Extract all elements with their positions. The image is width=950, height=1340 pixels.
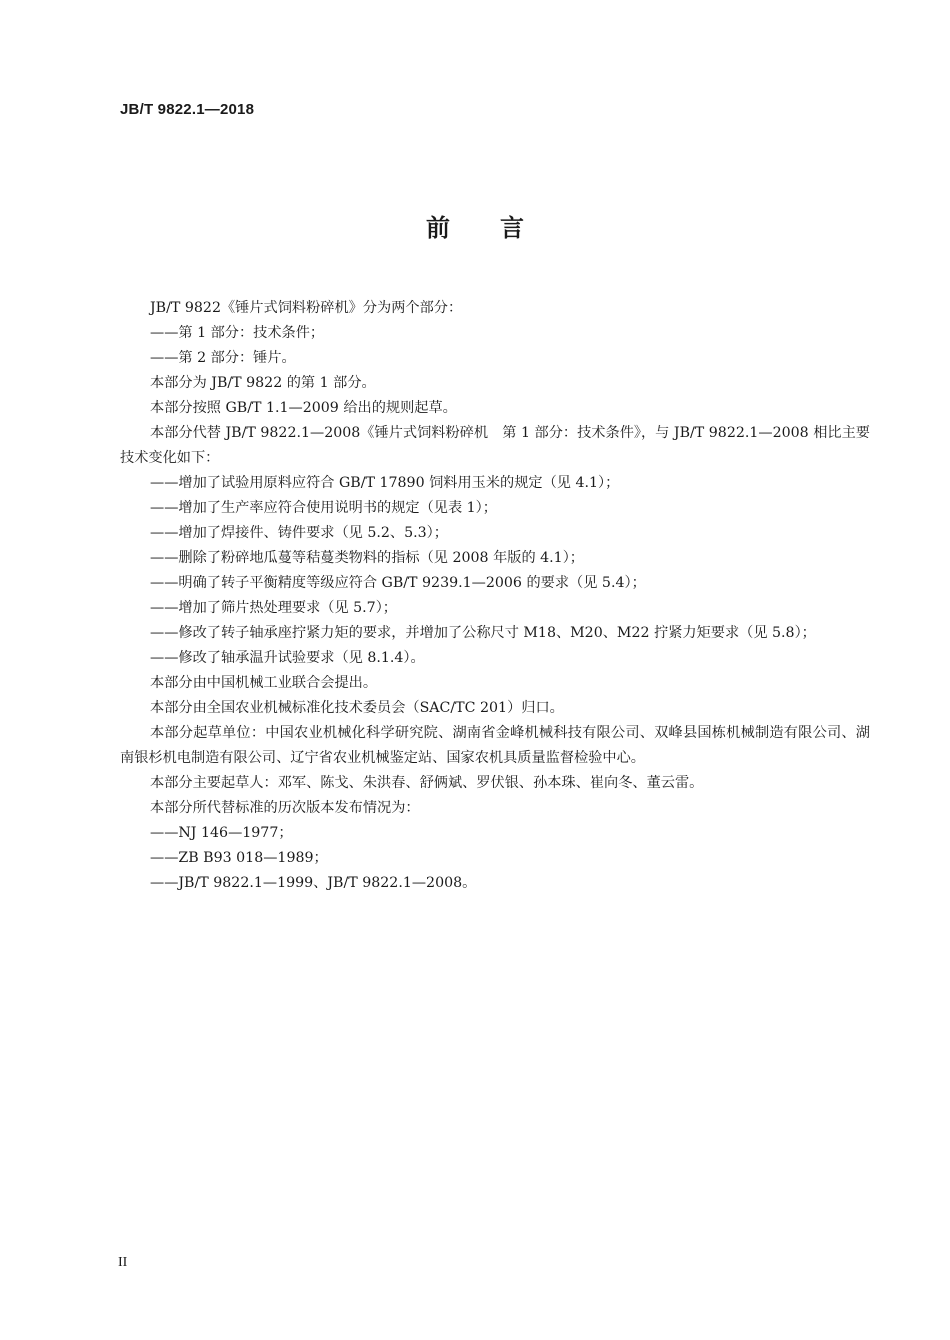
list-item: ——JB/T 9822.1—1999、JB/T 9822.1—2008。 <box>150 875 477 891</box>
paragraph: 本部分按照 GB/T 1.1—2009 给出的规则起草。 <box>150 400 457 416</box>
foreword-body <box>120 296 870 896</box>
paragraph: 本部分由中国机械工业联合会提出。 <box>150 675 378 691</box>
paragraph: 本部分所代替标准的历次版本发布情况为： <box>150 800 420 816</box>
document-code: JB/T 9822.1—2018 <box>120 101 255 118</box>
list-item: ——修改了转子轴承座拧紧力矩的要求，并增加了公称尺寸 M18、M20、M22 拧紧力矩要求（见 5.8）； <box>150 625 816 641</box>
list-item: ——增加了焊接件、铸件要求（见 5.2、5.3）； <box>150 525 448 541</box>
list-item: ——增加了筛片热处理要求（见 5.7）； <box>150 600 397 616</box>
paragraph: 本部分代替 JB/T 9822.1—2008《锤片式饲料粉碎机 第 1 部分：技术条件》，与 JB/T 9822.1—2008 相比主要技术变化如下： <box>120 425 870 466</box>
section-title: 前言 <box>426 214 574 242</box>
paragraph: JB/T 9822《锤片式饲料粉碎机》分为两个部分： <box>150 300 463 316</box>
paragraph: 本部分起草单位：中国农业机械化科学研究院、湖南省金峰机械科技有限公司、双峰县国栋机械制造有限公司、湖南银杉机电制造有限公司、辽宁省农业机械鉴定站、国家农机具质量监督检验中心。 <box>120 725 870 766</box>
list-item: ——ZB B93 018—1989； <box>150 850 328 866</box>
paragraph: 本部分为 JB/T 9822 的第 1 部分。 <box>150 375 376 391</box>
list-item: ——修改了轴承温升试验要求（见 8.1.4）。 <box>150 650 425 666</box>
list-item: ——删除了粉碎地瓜蔓等秸蔓类物料的指标（见 2008 年版的 4.1）； <box>150 550 584 566</box>
page-number: II <box>118 1255 128 1270</box>
paragraph: 本部分由全国农业机械标准化技术委员会（SAC/TC 201）归口。 <box>150 700 564 716</box>
list-item: ——明确了转子平衡精度等级应符合 GB/T 9239.1—2006 的要求（见 5.4）； <box>150 575 646 591</box>
list-item: ——增加了生产率应符合使用说明书的规定（见表 1）； <box>150 500 497 516</box>
list-item: ——第 1 部分：技术条件； <box>150 325 325 341</box>
list-item: ——第 2 部分：锤片。 <box>150 350 296 366</box>
list-item: ——增加了试验用原料应符合 GB/T 17890 饲料用玉米的规定（见 4.1）； <box>150 475 620 491</box>
paragraph: 本部分主要起草人：邓军、陈戈、朱洪春、舒俩斌、罗伏银、孙本珠、崔向冬、董云雷。 <box>150 775 704 791</box>
list-item: ——NJ 146—1977； <box>150 825 293 841</box>
